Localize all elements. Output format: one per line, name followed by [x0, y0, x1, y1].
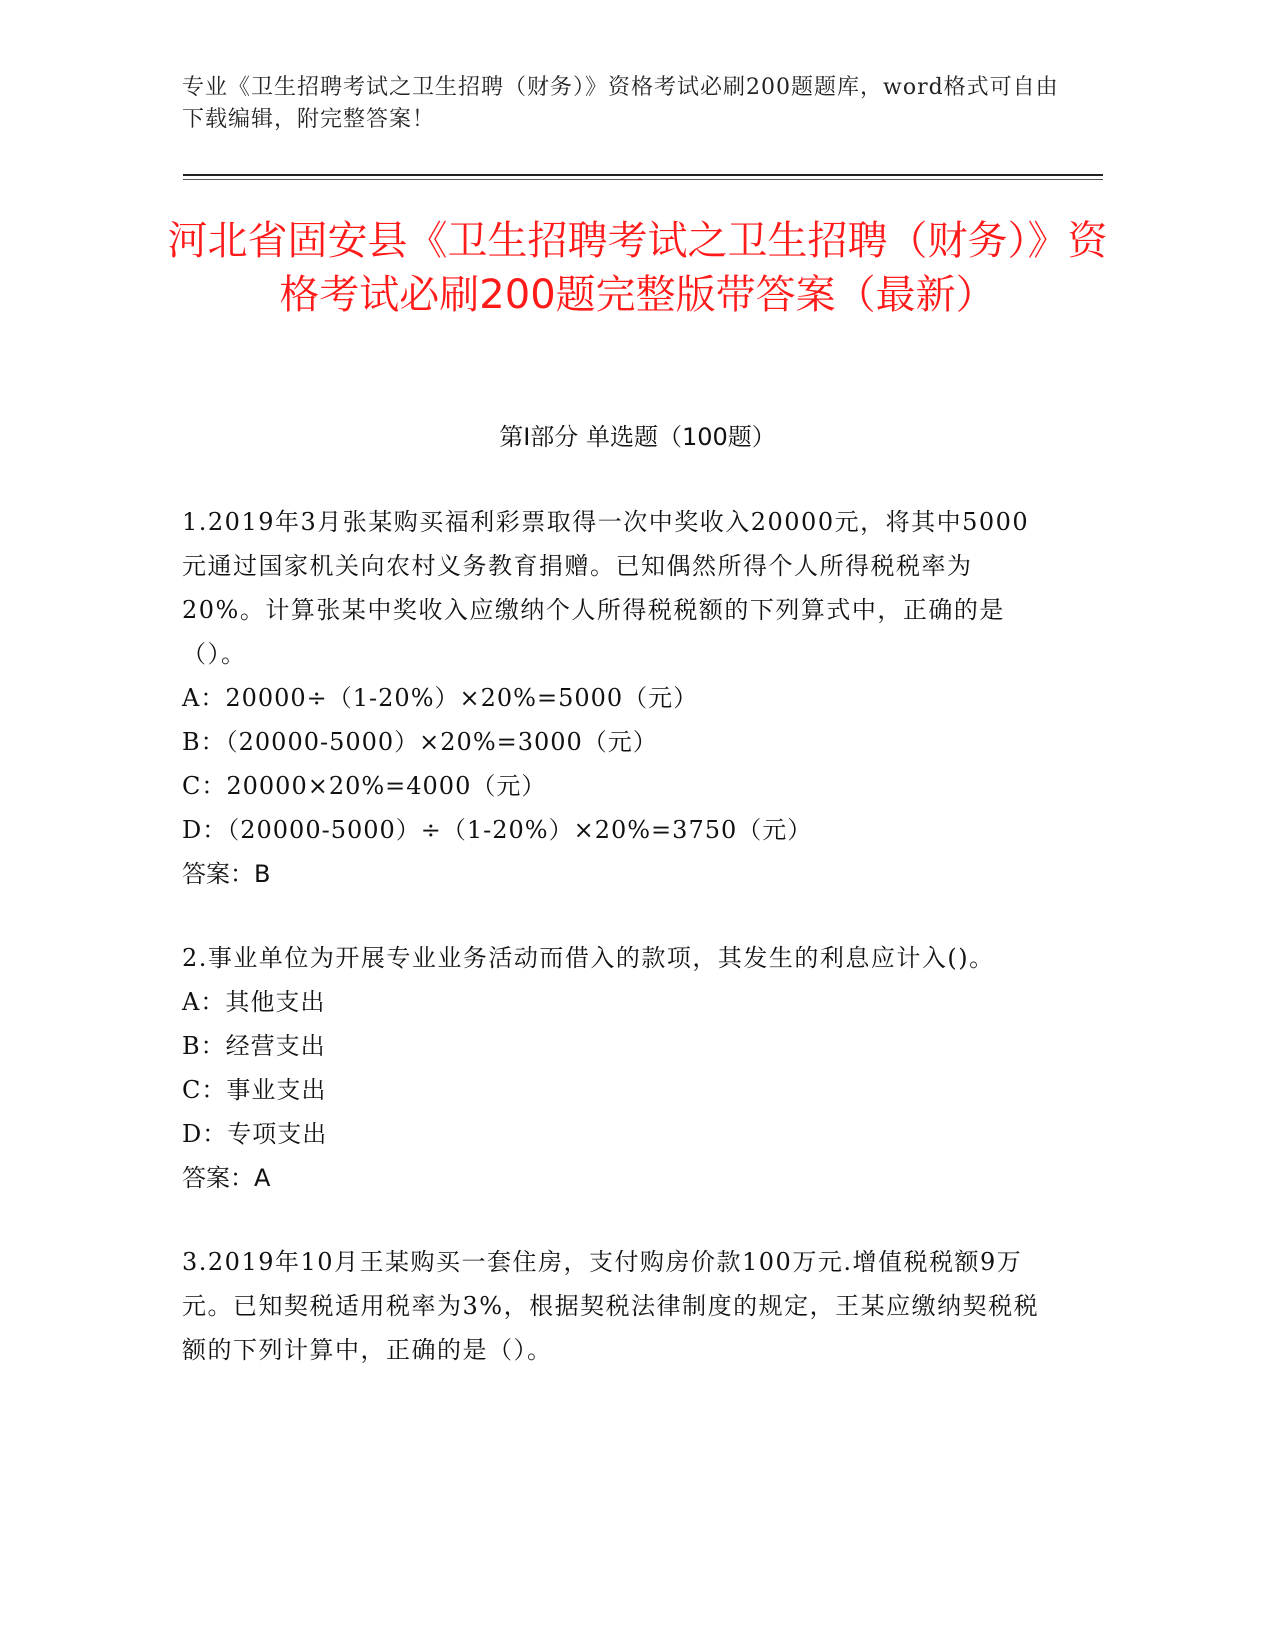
option-c: C：20000×20%=4000（元）	[182, 772, 547, 800]
option-b: B：（20000-5000）×20%=3000（元）	[182, 728, 658, 756]
document-title: 河北省固安县《卫生招聘考试之卫生招聘（财务）》资格考试必刷200题完整版带答案（最新）	[167, 218, 1108, 318]
header-divider-thin	[183, 179, 1103, 180]
question-stem: 1.2019年3月张某购买福利彩票取得一次中奖收入20000元，将其中5000元通过国家机关向农村义务教育捐赠。已知偶然所得个人所得税税率为20%。计算张某中奖收入应缴纳个人所得税税额的下列算式中，正确的是（）。	[182, 508, 1030, 668]
question-1	[182, 500, 1052, 896]
option-d: D：专项支出	[182, 1120, 328, 1148]
option-d: D：（20000-5000）÷（1-20%）×20%=3750（元）	[182, 816, 813, 844]
option-a: A：其他支出	[182, 988, 326, 1016]
option-c: C：事业支出	[182, 1076, 327, 1104]
header-divider-thick	[183, 174, 1103, 176]
header-note: 专业《卫生招聘考试之卫生招聘（财务）》资格考试必刷200题题库，word格式可自由下载编辑，附完整答案！	[182, 75, 1059, 132]
question-stem: 3.2019年10月王某购买一套住房，支付购房价款100万元.增值税税额9万元。已知契税适用税率为3%，根据契税法律制度的规定，王某应缴纳契税税额的下列计算中，正确的是（）。	[182, 1248, 1040, 1364]
section-heading: 第I部分 单选题（100题）	[499, 423, 776, 451]
option-b: B：经营支出	[182, 1032, 326, 1060]
answer-label: 答案：A	[182, 1164, 271, 1192]
question-3	[182, 1240, 1052, 1372]
question-stem: 2.事业单位为开展专业业务活动而借入的款项，其发生的利息应计入()。	[182, 944, 995, 972]
question-list	[182, 500, 1052, 1412]
answer-label: 答案：B	[182, 860, 271, 888]
option-a: A：20000÷（1-20%）×20%=5000（元）	[182, 684, 699, 712]
question-2	[182, 936, 1052, 1200]
